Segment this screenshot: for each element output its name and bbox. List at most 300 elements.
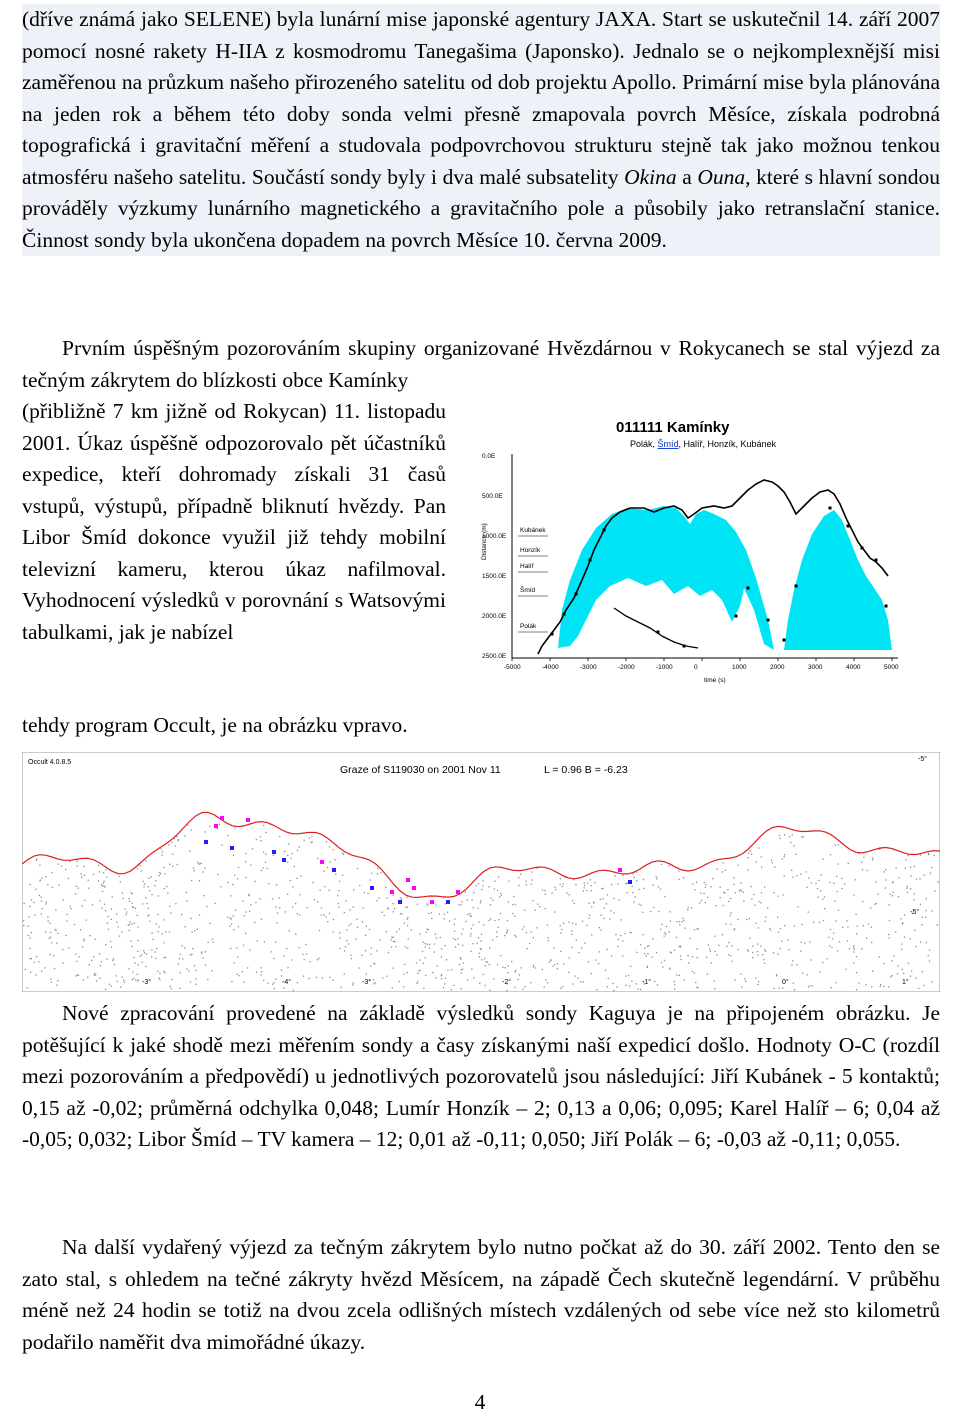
chart2-limb-dot	[617, 946, 618, 947]
chart2-limb-dot	[482, 880, 483, 881]
chart2-limb-dot	[399, 981, 400, 982]
chart2-limb-dot	[920, 855, 921, 856]
chart2-limb-dot	[773, 952, 774, 953]
chart2-limb-dot	[105, 869, 106, 870]
chart2-limb-dot	[856, 989, 857, 990]
chart2-limb-dot	[162, 851, 163, 852]
chart2-limb-dot	[784, 856, 785, 857]
chart2-limb-dot	[24, 903, 25, 904]
chart2-limb-dot	[337, 895, 338, 896]
chart2-limb-dot	[42, 908, 43, 909]
chart2-limb-dot	[550, 959, 551, 960]
chart2-version: Occult 4.0.8.5	[28, 759, 72, 766]
chart2-limb-dot	[300, 875, 301, 876]
chart2-limb-dot	[818, 897, 819, 898]
chart2-limb-dot	[588, 918, 589, 919]
chart2-limb-dot	[635, 983, 636, 984]
chart2-limb-dot	[261, 919, 262, 920]
chart2-limb-dot	[111, 919, 112, 920]
chart2-limb-dot	[339, 948, 340, 949]
chart2-limb-dot	[568, 922, 569, 923]
chart2-limb-dot	[308, 978, 309, 979]
chart2-limb-dot	[644, 948, 645, 949]
chart2-limb-dot	[771, 860, 772, 861]
chart2-limb-dot	[554, 911, 555, 912]
chart2-limb-dot	[559, 884, 560, 885]
chart2-limb-dot	[170, 986, 171, 987]
chart2-limb-dot	[522, 929, 523, 930]
chart1-timing-point	[575, 593, 578, 596]
chart2-limb-dot	[126, 914, 127, 915]
chart2-limb-dot	[920, 904, 921, 905]
chart2-limb-dot	[467, 914, 468, 915]
chart2-limb-dot	[801, 942, 802, 943]
chart2-limb-dot	[460, 957, 461, 958]
chart1-x-tick: -4000	[542, 664, 559, 671]
chart2-limb-dot	[500, 913, 501, 914]
chart2-limb-dot	[94, 973, 95, 974]
chart2-limb-dot	[929, 961, 930, 962]
chart2-limb-dot	[664, 935, 665, 936]
chart2-limb-dot	[112, 960, 113, 961]
chart2-limb-dot	[521, 967, 522, 968]
chart2-limb-dot	[276, 922, 277, 923]
chart2-limb-dot	[463, 962, 464, 963]
chart2-limb-dot	[477, 908, 478, 909]
chart2-limb-dot	[473, 892, 474, 893]
chart2-limb-dot	[730, 912, 731, 913]
chart2-limb-dot	[423, 942, 424, 943]
chart2-limb-dot	[284, 851, 285, 852]
chart2-limb-dot	[135, 908, 136, 909]
chart2-limb-dot	[163, 867, 164, 868]
chart2-limb-dot	[234, 929, 235, 930]
chart2-limb-dot	[692, 971, 693, 972]
chart2-limb-dot	[497, 890, 498, 891]
chart2-limb-dot	[582, 921, 583, 922]
intro-text-a: (dříve známá jako SELENE) byla lunární mise japonské agentury JAXA. Start se uskutečnil 14. září 2007 pomocí nosné rakety H-IIA z kosmodromu Tanegašima (Japonsko). Jednalo se o nejkomplexnější misi zaměřenou na průzkum našeho přirozeného satelitu od dob projektu Apollo. Primární mise byla plánována na jeden rok a během této doby sonda velmi přesně zmapovala povrch Měsíce, získala podrobná topografická i gravitační měření a studovala podpovrchovou strukturu stejně tak jako možnou tenkou atmosféru našeho satelitu. Součástí sondy byly i dva malé subsatelity	[22, 7, 940, 189]
chart2-limb-dot	[279, 907, 280, 908]
chart2-limb-dot	[339, 937, 340, 938]
chart2-limb-dot	[172, 854, 173, 855]
chart2-limb-dot	[720, 887, 721, 888]
chart2-limb-dot	[596, 989, 597, 990]
chart2-limb-dot	[631, 981, 632, 982]
chart2-limb-dot	[120, 987, 121, 988]
chart2-limb-dot	[327, 867, 328, 868]
chart2-limb-dot	[760, 946, 761, 947]
chart2-limb-dot	[497, 964, 498, 965]
chart2-limb-dot	[746, 919, 747, 920]
chart2-limb-dot	[31, 899, 32, 900]
chart2-limb-dot	[138, 940, 139, 941]
chart2-limb-dot	[905, 859, 906, 860]
chart2-limb-dot	[122, 892, 123, 893]
chart2-limb-dot	[393, 895, 394, 896]
chart2-limb-dot	[469, 913, 470, 914]
chart2-limb-dot	[496, 932, 497, 933]
chart2-limb-dot	[250, 904, 251, 905]
chart2-limb-dot	[589, 903, 590, 904]
chart2-limb-dot	[741, 987, 742, 988]
chart2-limb-dot	[478, 921, 479, 922]
chart2-limb-dot	[165, 957, 166, 958]
chart2-limb-dot	[657, 984, 658, 985]
chart2-limb-dot	[715, 905, 716, 906]
chart2-limb-dot	[705, 887, 706, 888]
chart1-x-tick: 0	[694, 664, 698, 671]
chart2-limb-dot	[458, 904, 459, 905]
chart2-limb-dot	[320, 890, 321, 891]
kaguya-paragraph	[22, 998, 940, 1156]
chart2-limb-dot	[297, 850, 298, 851]
chart2-limb-dot	[290, 880, 291, 881]
chart2-limb-dot	[806, 887, 807, 888]
chart2-limb-dot	[822, 899, 823, 900]
chart2-limb-dot	[287, 855, 288, 856]
chart2-limb-dot	[714, 951, 715, 952]
chart2-limb-dot	[222, 845, 223, 846]
chart2-limb-dot	[604, 907, 605, 908]
chart2-limb-dot	[394, 941, 395, 942]
chart2-observed-event	[272, 850, 276, 854]
chart2-limb-dot	[653, 907, 654, 908]
chart2-limb-dot	[883, 986, 884, 987]
chart2-limb-dot	[366, 973, 367, 974]
chart2-limb-dot	[329, 890, 330, 891]
chart2-limb-dot	[609, 918, 610, 919]
chart2-limb-dot	[560, 925, 561, 926]
chart2-limb-dot	[101, 961, 102, 962]
chart2-limb-dot	[880, 986, 881, 987]
chart2-limb-dot	[242, 971, 243, 972]
chart2-limb-dot	[134, 923, 135, 924]
chart2-limb-dot	[129, 930, 130, 931]
chart1-timing-point	[829, 507, 832, 510]
chart2-limb-dot	[369, 929, 370, 930]
chart2-limb-dot	[190, 829, 191, 830]
chart2-limb-dot	[683, 920, 684, 921]
chart2-limb-dot	[191, 954, 192, 955]
chart2-limb-dot	[68, 948, 69, 949]
chart2-limb-dot	[82, 905, 83, 906]
chart2-limb-dot	[571, 930, 572, 931]
chart2-limb-dot	[105, 886, 106, 887]
chart2-limb-dot	[435, 934, 436, 935]
chart2-limb-dot	[569, 957, 570, 958]
chart2-limb-dot	[621, 919, 622, 920]
chart2-limb-dot	[531, 871, 532, 872]
chart2-limb-dot	[915, 946, 916, 947]
chart2-limb-dot	[926, 898, 927, 899]
chart2-limb-dot	[287, 862, 288, 863]
chart2-limb-dot	[297, 982, 298, 983]
chart2-limb-dot	[111, 908, 112, 909]
chart2-limb-dot	[344, 912, 345, 913]
chart2-limb-dot	[777, 917, 778, 918]
chart2-limb-dot	[263, 825, 264, 826]
chart2-limb-dot	[462, 969, 463, 970]
chart2-limb-dot	[656, 876, 657, 877]
chart2-limb-dot	[407, 919, 408, 920]
chart2-limb-dot	[765, 921, 766, 922]
chart2-limb-dot	[137, 974, 138, 975]
chart2-observed-event	[446, 900, 450, 904]
chart2-limb-dot	[745, 981, 746, 982]
chart2-limb-dot	[618, 884, 619, 885]
chart2-limb-dot	[557, 968, 558, 969]
chart2-limb-dot	[549, 962, 550, 963]
chart2-limb-dot	[46, 902, 47, 903]
chart2-limb-dot	[601, 888, 602, 889]
chart2-limb-dot	[291, 853, 292, 854]
chart2-limb-dot	[764, 963, 765, 964]
chart2-limb-dot	[531, 931, 532, 932]
chart2-limb-dot	[362, 921, 363, 922]
chart2-limb-dot	[135, 980, 136, 981]
chart2-limb-dot	[615, 934, 616, 935]
chart2-limb-dot	[39, 895, 40, 896]
chart1-subtitle: Polák, Šmíd, Halíř, Honzík, Kubánek	[630, 439, 777, 449]
chart2-limb-dot	[260, 967, 261, 968]
chart2-limb-dot	[132, 903, 133, 904]
chart2-limb-dot	[359, 885, 360, 886]
chart2-limb-dot	[345, 946, 346, 947]
chart2-limb-dot	[680, 959, 681, 960]
chart2-limb-dot	[910, 867, 911, 868]
chart2-limb-dot	[725, 923, 726, 924]
chart2-limb-dot	[326, 916, 327, 917]
chart2-limb-dot	[380, 872, 381, 873]
chart1-x-tick: -1000	[656, 664, 673, 671]
chart2-limb-dot	[811, 882, 812, 883]
chart2-limb-dot	[23, 925, 24, 926]
chart2-params: L = 0.96 B = -6.23	[544, 764, 628, 776]
chart2-limb-dot	[838, 863, 839, 864]
chart2-limb-dot	[591, 885, 592, 886]
chart2-limb-dot	[401, 913, 402, 914]
chart2-limb-dot	[465, 891, 466, 892]
chart1-title: 011111 Kamínky	[616, 419, 730, 436]
chart2-limb-dot	[758, 927, 759, 928]
chart2-limb-dot	[854, 894, 855, 895]
occult-graze-chart	[22, 752, 940, 992]
chart2-limb-dot	[519, 974, 520, 975]
chart2-limb-dot	[128, 925, 129, 926]
chart2-limb-dot	[76, 961, 77, 962]
chart2-limb-dot	[326, 841, 327, 842]
chart2-limb-dot	[350, 923, 351, 924]
chart2-limb-dot	[305, 944, 306, 945]
chart2-limb-dot	[925, 917, 926, 918]
chart2-limb-dot	[762, 954, 763, 955]
chart2-limb-dot	[750, 850, 751, 851]
chart2-limb-dot	[472, 943, 473, 944]
chart2-limb-dot	[109, 984, 110, 985]
chart2-limb-dot	[756, 861, 757, 862]
chart2-limb-dot	[479, 983, 480, 984]
chart2-limb-dot	[793, 983, 794, 984]
chart2-limb-dot	[819, 972, 820, 973]
chart2-limb-dot	[99, 871, 100, 872]
chart2-limb-dot	[199, 915, 200, 916]
chart2-limb-dot	[144, 883, 145, 884]
chart2-limb-dot	[630, 966, 631, 967]
chart2-limb-dot	[116, 975, 117, 976]
chart2-limb-dot	[329, 913, 330, 914]
chart2-limb-dot	[707, 897, 708, 898]
chart2-limb-dot	[346, 929, 347, 930]
chart2-limb-dot	[393, 968, 394, 969]
chart2-limb-dot	[494, 920, 495, 921]
chart2-limb-dot	[128, 968, 129, 969]
chart2-limb-dot	[348, 943, 349, 944]
chart2-limb-dot	[801, 836, 802, 837]
chart2-limb-dot	[196, 970, 197, 971]
chart2-limb-dot	[769, 928, 770, 929]
chart2-limb-dot	[791, 870, 792, 871]
chart2-limb-dot	[639, 889, 640, 890]
chart2-limb-dot	[914, 893, 915, 894]
chart2-limb-dot	[748, 951, 749, 952]
chart1-x-tick: -5000	[504, 664, 521, 671]
chart2-limb-dot	[376, 950, 377, 951]
chart2-limb-dot	[429, 948, 430, 949]
chart2-limb-dot	[712, 878, 713, 879]
chart2-limb-dot	[113, 958, 114, 959]
chart2-limb-dot	[695, 982, 696, 983]
chart1-observer-label: Šmíd	[520, 587, 536, 594]
chart2-limb-dot	[111, 947, 112, 948]
chart2-limb-dot	[30, 972, 31, 973]
chart2-limb-dot	[716, 954, 717, 955]
chart2-observed-event	[230, 846, 234, 850]
chart2-limb-dot	[236, 974, 237, 975]
chart2-limb-dot	[45, 876, 46, 877]
chart2-limb-dot	[599, 927, 600, 928]
chart2-limb-dot	[885, 887, 886, 888]
chart2-limb-dot	[678, 879, 679, 880]
chart2-limb-dot	[417, 981, 418, 982]
chart2-limb-dot	[55, 909, 56, 910]
chart2-limb-dot	[104, 904, 105, 905]
chart2-limb-dot	[761, 856, 762, 857]
chart2-limb-dot	[441, 948, 442, 949]
chart2-limb-dot	[284, 955, 285, 956]
chart2-limb-dot	[180, 972, 181, 973]
chart2-limb-dot	[299, 914, 300, 915]
chart2-limb-dot	[455, 946, 456, 947]
chart2-limb-dot	[425, 957, 426, 958]
chart2-limb-dot	[257, 940, 258, 941]
chart2-limb-dot	[435, 977, 436, 978]
chart2-limb-dot	[160, 873, 161, 874]
chart2-limb-dot	[447, 912, 448, 913]
chart2-limb-dot	[266, 832, 267, 833]
chart2-limb-dot	[554, 964, 555, 965]
chart2-limb-dot	[441, 975, 442, 976]
chart2-limb-dot	[679, 924, 680, 925]
chart2-observed-event	[430, 900, 434, 904]
chart2-limb-dot	[62, 949, 63, 950]
chart2-limb-dot	[470, 951, 471, 952]
chart2-limb-dot	[145, 966, 146, 967]
chart2-limb-dot	[640, 905, 641, 906]
chart2-limb-dot	[411, 929, 412, 930]
chart2-limb-dot	[883, 963, 884, 964]
chart2-limb-dot	[624, 933, 625, 934]
chart2-limb-dot	[714, 936, 715, 937]
chart2-limb-dot	[155, 880, 156, 881]
chart2-limb-dot	[137, 915, 138, 916]
chart2-limb-dot	[674, 981, 675, 982]
chart2-limb-dot	[473, 977, 474, 978]
chart2-limb-dot	[78, 887, 79, 888]
chart2-limb-dot	[741, 890, 742, 891]
chart2-limb-dot	[210, 923, 211, 924]
chart2-limb-dot	[29, 948, 30, 949]
chart2-limb-dot	[158, 977, 159, 978]
chart2-limb-dot	[613, 990, 614, 991]
chart2-limb-dot	[709, 949, 710, 950]
chart2-limb-dot	[459, 964, 460, 965]
chart2-limb-dot	[361, 955, 362, 956]
chart2-limb-dot	[151, 894, 152, 895]
chart2-limb-dot	[555, 889, 556, 890]
chart2-limb-dot	[487, 961, 488, 962]
chart2-limb-dot	[600, 899, 601, 900]
chart2-limb-dot	[863, 925, 864, 926]
chart2-limb-dot	[861, 948, 862, 949]
chart2-limb-dot	[506, 933, 507, 934]
chart1-x-tick: 5000	[884, 664, 899, 671]
chart2-limb-dot	[572, 923, 573, 924]
chart2-limb-dot	[304, 959, 305, 960]
chart2-limb-dot	[527, 948, 528, 949]
chart2-limb-dot	[129, 924, 130, 925]
chart2-limb-dot	[151, 933, 152, 934]
chart2-limb-dot	[489, 920, 490, 921]
chart2-limb-dot	[583, 981, 584, 982]
chart2-limb-dot	[821, 875, 822, 876]
chart2-limb-dot	[526, 884, 527, 885]
chart2-limb-dot	[883, 871, 884, 872]
chart2-limb-dot	[310, 842, 311, 843]
chart2-limb-dot	[928, 853, 929, 854]
chart2-limb-dot	[849, 948, 850, 949]
chart2-limb-dot	[554, 947, 555, 948]
chart2-limb-dot	[370, 965, 371, 966]
chart2-limb-dot	[77, 974, 78, 975]
chart2-limb-dot	[669, 968, 670, 969]
chart2-limb-dot	[99, 953, 100, 954]
chart2-limb-dot	[129, 901, 130, 902]
chart2-limb-dot	[551, 893, 552, 894]
chart2-limb-dot	[56, 943, 57, 944]
chart2-limb-dot	[275, 942, 276, 943]
chart2-limb-dot	[287, 894, 288, 895]
chart2-limb-dot	[254, 922, 255, 923]
chart2-limb-dot	[196, 984, 197, 985]
chart2-limb-dot	[273, 855, 274, 856]
chart1-x-label: time (s)	[704, 677, 726, 684]
chart2-limb-dot	[476, 885, 477, 886]
chart2-observed-event	[412, 886, 416, 890]
chart2-limb-dot	[379, 897, 380, 898]
chart2-limb-dot	[627, 883, 628, 884]
chart2-limb-dot	[691, 907, 692, 908]
chart2-limb-dot	[294, 866, 295, 867]
